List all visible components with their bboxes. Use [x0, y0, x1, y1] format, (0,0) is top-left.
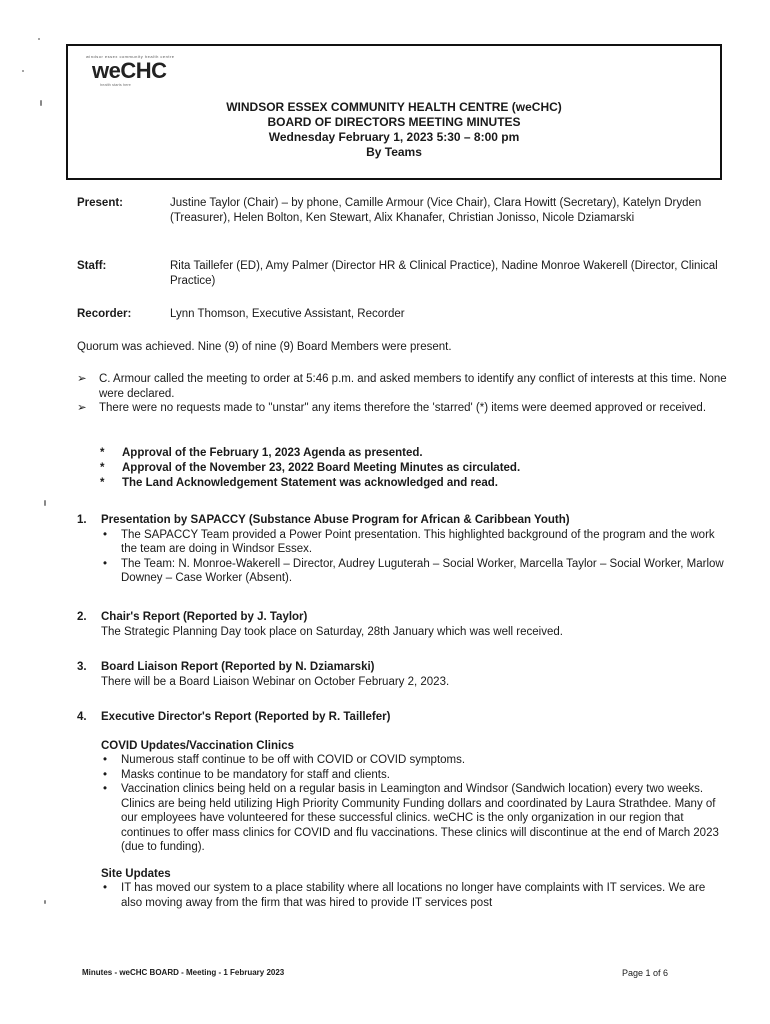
list-item: • Masks continue to be mandatory for staff and clients.: [103, 768, 390, 781]
bullet-icon: •: [103, 528, 108, 541]
recorder-row: [77, 307, 727, 322]
header-box: [66, 44, 722, 180]
arrow-bullet-icon: ➢: [77, 402, 87, 414]
section-executive-director: [77, 710, 727, 910]
page-number: Page 1 of 6: [622, 968, 669, 978]
opening-notes: [77, 372, 727, 416]
list-item: • Vaccination clinics being held on a regular basis in Leamington and Windsor (Sandwich location) every two weeks. Clinics are being held utilizing High Priority Community Funding dollars and coordinated by Laura Strathdee. Many of our employees have volunteered for these successful clinics. weCHC is the only organization in our region that continues to offer mass clinics for COVID and flu vaccinations. These clinics will discontinue at the end of March 2023 (due to funding).: [103, 783, 719, 853]
section-heading: Board Liaison Report (Reported by N. Dziamarski): [101, 661, 375, 673]
org-name: WINDSOR ESSEX COMMUNITY HEALTH CENTRE (weCHC): [226, 100, 562, 114]
page-footer: Minutes - weCHC BOARD - Meeting - 1 February 2023: [82, 968, 285, 977]
section-heading: Executive Director's Report (Reported by R. Taillefer): [101, 711, 391, 723]
minutes-title: BOARD OF DIRECTORS MEETING MINUTES: [267, 115, 521, 129]
recorder-label: Recorder:: [77, 308, 132, 320]
opening-note: ➢ There were no requests made to "unstar" any items therefore the 'starred' (*) items were deemed approved or received.: [77, 402, 707, 414]
section-heading: Presentation by SAPACCY (Substance Abuse Program for African & Caribbean Youth): [101, 514, 570, 526]
scan-speck: [44, 500, 46, 506]
list-item: • The Team: N. Monroe-Wakerell – Director, Audrey Luguterah – Social Worker, Marcella Taylor – Social Worker, Marlow Downey – Case Worker (Absent).: [103, 557, 724, 584]
asterisk-icon: *: [100, 462, 105, 474]
section-chair-report: [77, 610, 727, 639]
scan-speck: [22, 70, 24, 72]
presentation-list: [77, 528, 727, 586]
meeting-date: Wednesday February 1, 2023 5:30 – 8:00 pm: [268, 130, 520, 144]
staff-list: Rita Taillefer (ED), Amy Palmer (Director HR & Clinical Practice), Nadine Monroe Wakerell (Director, Clinical Practice): [170, 260, 718, 287]
approval-item: * Approval of the February 1, 2023 Agenda as presented.: [100, 447, 423, 459]
bullet-icon: •: [103, 882, 108, 894]
section-body: The Strategic Planning Day took place on Saturday, 28th January which was well received.: [101, 625, 563, 638]
scan-speck: [44, 900, 46, 904]
staff-label: Staff:: [77, 260, 107, 272]
covid-list: [77, 753, 727, 855]
asterisk-icon: *: [100, 447, 105, 459]
approval-item: * Approval of the November 23, 2022 Board Meeting Minutes as circulated.: [100, 462, 521, 474]
list-item: • IT has moved our system to a place stability where all locations no longer have complaints with IT services. We are also moving away from the firm that was hired to provide IT services post: [103, 882, 706, 909]
arrow-bullet-icon: ➢: [77, 373, 87, 385]
opening-note: ➢ C. Armour called the meeting to order at 5:46 p.m. and asked members to identify any conflict of interests at this time. None were declared.: [77, 373, 727, 400]
section-presentation: [77, 513, 727, 586]
bullet-icon: •: [103, 557, 108, 570]
subheading-site-updates: Site Updates: [101, 867, 171, 880]
staff-row: [77, 259, 727, 288]
list-item: • The SAPACCY Team provided a Power Point presentation. This highlighted background of the program and the work the team are doing in Windsor Essex.: [103, 528, 715, 555]
logo-name: weCHC: [92, 58, 167, 83]
bullet-icon: •: [103, 783, 108, 795]
section-body: There will be a Board Liaison Webinar on October February 2, 2023.: [101, 675, 450, 688]
document-title: [68, 100, 720, 160]
bullet-icon: •: [103, 768, 108, 781]
subheading-covid: COVID Updates/Vaccination Clinics: [101, 739, 294, 752]
bullet-icon: •: [103, 754, 108, 766]
approval-item: * The Land Acknowledgement Statement was acknowledged and read.: [100, 477, 498, 489]
present-label: Present:: [77, 197, 124, 209]
meeting-mode: By Teams: [366, 145, 422, 159]
section-number: 4.: [77, 711, 87, 723]
present-row: [77, 196, 727, 225]
section-number: 2.: [77, 611, 87, 623]
scan-speck: [40, 100, 42, 106]
logo-subtitle: health starts here: [100, 82, 131, 87]
section-number: 1.: [77, 514, 87, 526]
site-list: [77, 881, 727, 910]
wechc-logo: [86, 54, 198, 87]
scan-speck: [38, 38, 40, 40]
present-list: Justine Taylor (Chair) – by phone, Camille Armour (Vice Chair), Clara Howitt (Secretary), Katelyn Dryden (Treasurer), Helen Bolton, Ken Stewart, Alix Khanafer, Christian Jonisso, Nicole Dziamarski: [170, 197, 702, 224]
section-number: 3.: [77, 661, 87, 673]
starred-approvals: [98, 446, 718, 491]
section-board-liaison: [77, 660, 727, 689]
section-heading: Chair's Report (Reported by J. Taylor): [101, 611, 308, 623]
recorder-name: Lynn Thomson, Executive Assistant, Recorder: [170, 308, 405, 320]
asterisk-icon: *: [100, 477, 105, 489]
logo-tagline: windsor essex community health centre: [86, 54, 175, 59]
list-item: • Numerous staff continue to be off with COVID or COVID symptoms.: [103, 754, 466, 766]
quorum-statement: Quorum was achieved. Nine (9) of nine (9) Board Members were present.: [77, 341, 452, 353]
